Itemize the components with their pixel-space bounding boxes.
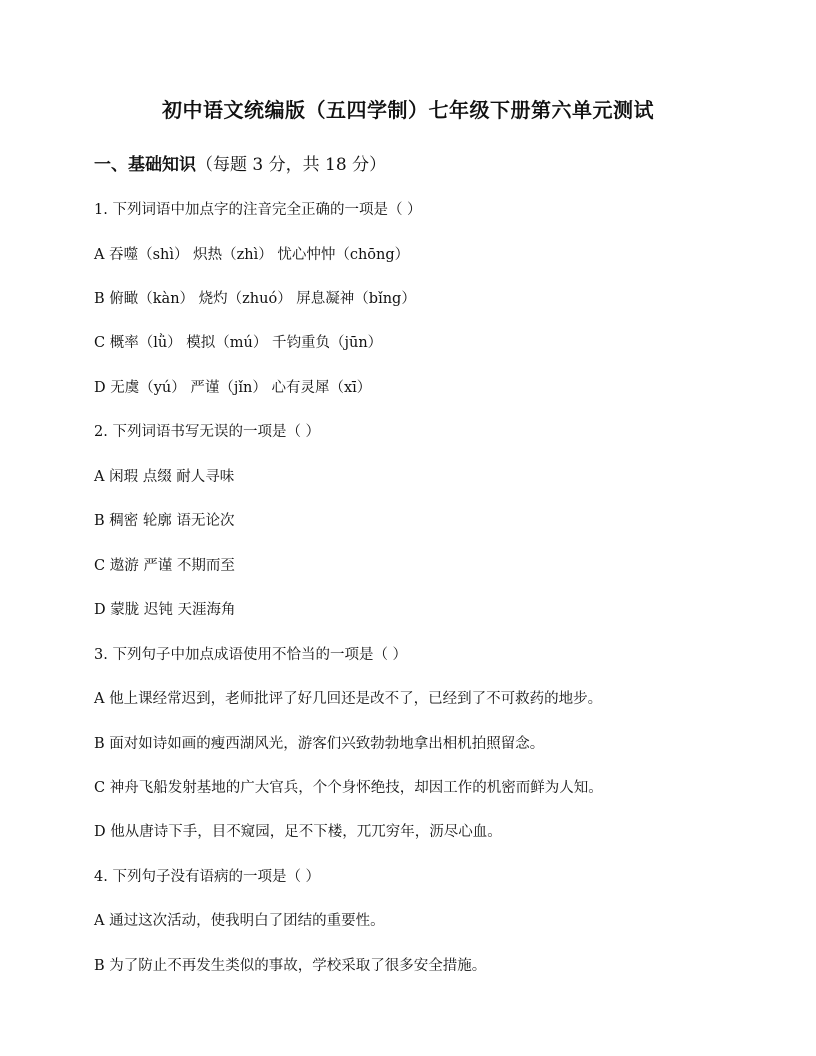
question-2-option-b: B 稠密 轮廓 语无论次 <box>94 513 235 529</box>
question-3-stem: 3. 下列句子中加点成语使用不恰当的一项是（ ） <box>94 647 408 663</box>
question-3-option-a: A 他上课经常迟到，老师批评了好几回还是改不了，已经到了不可救药的地步。 <box>94 691 603 707</box>
question-4-option-b: B 为了防止不再发生类似的事故，学校采取了很多安全措施。 <box>94 958 487 974</box>
question-1-option-c: C 概率（lǜ） 模拟（mú） 千钧重负（jūn） <box>94 335 383 351</box>
question-2-stem: 2. 下列词语书写无误的一项是（ ） <box>94 424 321 440</box>
question-2-option-a: A 闲瑕 点缀 耐人寻味 <box>94 469 235 485</box>
question-4-stem: 4. 下列句子没有语病的一项是（ ） <box>94 869 321 885</box>
document-title: 初中语文统编版（五四学制）七年级下册第六单元测试 <box>162 98 654 122</box>
question-1-option-a: A 吞噬（shì） 炽热（zhì） 忧心忡忡（chōng） <box>94 247 410 263</box>
question-3-option-b: B 面对如诗如画的瘦西湖风光，游客们兴致勃勃地拿出相机拍照留念。 <box>94 736 545 752</box>
question-1-option-b: B 俯瞰（kàn） 烧灼（zhuó） 屏息凝神（bǐng） <box>94 291 416 307</box>
section-heading <box>94 150 386 175</box>
question-3-option-c: C 神舟飞船发射基地的广大官兵，个个身怀绝技，却因工作的机密而鲜为人知。 <box>94 780 603 796</box>
question-3-option-d: D 他从唐诗下手，目不窥园，足不下楼，兀兀穷年，沥尽心血。 <box>94 824 502 840</box>
question-4-option-a: A 通过这次活动，使我明白了团结的重要性。 <box>94 913 385 929</box>
question-2-option-c: C 遨游 严谨 不期而至 <box>94 558 235 574</box>
question-1-option-d: D 无虞（yú） 严谨（jǐn） 心有灵犀（xī） <box>94 380 372 396</box>
question-2-option-d: D 蒙胧 迟钝 天涯海角 <box>94 602 236 618</box>
section-heading-label: 一、基础知识 <box>94 155 196 175</box>
section-heading-note: （每题 3 分，共 18 分） <box>196 155 387 175</box>
question-1-stem: 1. 下列词语中加点字的注音完全正确的一项是（ ） <box>94 202 422 218</box>
